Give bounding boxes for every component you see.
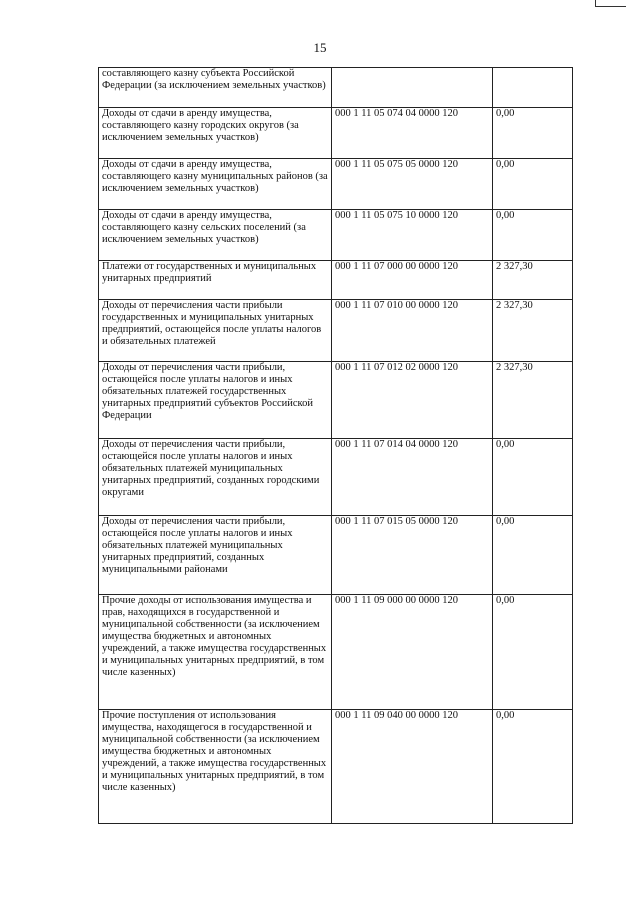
row-description: Платежи от государственных и муниципальных унитарных предприятий	[99, 261, 332, 300]
row-description: Доходы от перечисления части прибыли, остающейся после уплаты налогов и иных обязательных платежей государственных унитарных предприятий субъектов Российской Федерации	[99, 362, 332, 439]
row-description: Доходы от сдачи в аренду имущества, составляющего казну сельских поселений (за исключением земельных участков)	[99, 210, 332, 261]
table-row	[99, 516, 573, 595]
table-row	[99, 159, 573, 210]
table-row	[99, 362, 573, 439]
table-row	[99, 595, 573, 710]
table-row	[99, 710, 573, 824]
row-code: 000 1 11 09 040 00 0000 120	[332, 710, 493, 824]
row-code: 000 1 11 07 014 04 0000 120	[332, 439, 493, 516]
table-row	[99, 108, 573, 159]
page-number: 15	[313, 40, 327, 55]
revenue-table	[98, 67, 573, 824]
row-amount: 2 327,30	[493, 261, 573, 300]
row-description: Доходы от сдачи в аренду имущества, составляющего казну городских округов (за исключением земельных участков)	[99, 108, 332, 159]
row-amount: 2 327,30	[493, 362, 573, 439]
row-code: 000 1 11 05 075 05 0000 120	[332, 159, 493, 210]
row-amount: 2 327,30	[493, 300, 573, 362]
corner-mark	[595, 0, 626, 7]
row-description: Доходы от перечисления части прибыли, остающейся после уплаты налогов и иных обязательных платежей муниципальных унитарных предприятий, созданных муниципальными районами	[99, 516, 332, 595]
row-amount: 0,00	[493, 439, 573, 516]
table-row	[99, 300, 573, 362]
row-amount: 0,00	[493, 595, 573, 710]
row-code	[332, 68, 493, 108]
table-row	[99, 439, 573, 516]
row-code: 000 1 11 05 075 10 0000 120	[332, 210, 493, 261]
row-amount: 0,00	[493, 516, 573, 595]
row-code: 000 1 11 09 000 00 0000 120	[332, 595, 493, 710]
row-description: составляющего казну субъекта Российской Федерации (за исключением земельных участков)	[99, 68, 332, 108]
table-row	[99, 68, 573, 108]
row-amount: 0,00	[493, 108, 573, 159]
table-row	[99, 261, 573, 300]
row-amount: 0,00	[493, 710, 573, 824]
row-description: Прочие доходы от использования имущества и прав, находящихся в государственной и муниципальной собственности (за исключением имущества бюджетных и автономных учреждений, а также имущества государственных и муниципальных унитарных предприятий, в том числе казенных)	[99, 595, 332, 710]
row-code: 000 1 11 07 000 00 0000 120	[332, 261, 493, 300]
row-amount: 0,00	[493, 159, 573, 210]
table-row	[99, 210, 573, 261]
row-description: Доходы от перечисления части прибыли государственных и муниципальных унитарных предприятий, остающейся после уплаты налогов и обязательных платежей	[99, 300, 332, 362]
row-code: 000 1 11 07 015 05 0000 120	[332, 516, 493, 595]
row-amount: 0,00	[493, 210, 573, 261]
row-amount	[493, 68, 573, 108]
row-code: 000 1 11 05 074 04 0000 120	[332, 108, 493, 159]
row-code: 000 1 11 07 010 00 0000 120	[332, 300, 493, 362]
row-code: 000 1 11 07 012 02 0000 120	[332, 362, 493, 439]
row-description: Доходы от перечисления части прибыли, остающейся после уплаты налогов и иных обязательных платежей муниципальных унитарных предприятий, созданных городскими округами	[99, 439, 332, 516]
row-description: Доходы от сдачи в аренду имущества, составляющего казну муниципальных районов (за исключением земельных участков)	[99, 159, 332, 210]
row-description: Прочие поступления от использования имущества, находящегося в государственной и муниципальной собственности (за исключением имущества бюджетных и автономных учреждений, а также имущества государственных и муниципальных унитарных предприятий, в том числе казенных)	[99, 710, 332, 824]
